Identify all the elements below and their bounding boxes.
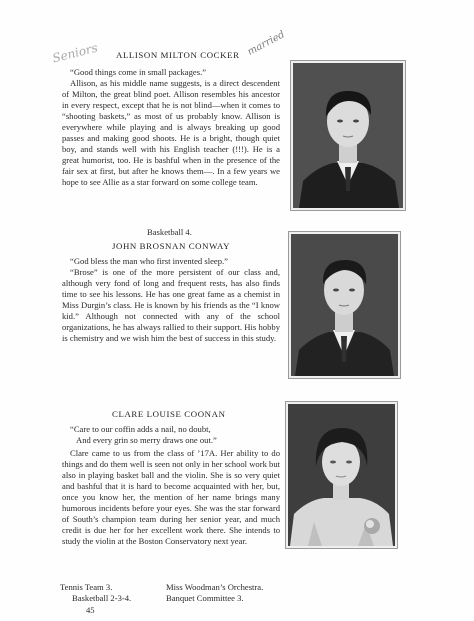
entry-biography — [62, 256, 280, 344]
entry-quote: “Good things come in small packages.” — [70, 67, 207, 77]
portrait-photo — [286, 402, 397, 548]
entry-body: Clare came to us from the class of ’17A. Her ability to do things and do them well is seen not only in her school work but also in playing basket ball and the violin. She is so very quiet and bashful that it is hard to become acquainted with her, but, once you know her, the mention of her name brings many humorous incidents before your eyes. She was the star forward of South’s champion team during her senior year, and much credit is due her for her excellent work there. She intends to study the violin at the Boston Conservatory next year. — [62, 448, 280, 546]
entry-body: “Brose” is one of the more persistent of our class and, although very fond of long and frequent rests, has also finds time to see his lessons. He has one great fame as a chemist in Miss Durgin’s class. He is known by his friends as the “I know kid.” Although not connected with any of the school organizations, he has always rallied to their support. His hobby is chemistry and we wish him the best of success in this study. — [62, 267, 280, 343]
margin-scribble-left: Seniors — [50, 40, 100, 66]
entry-biography — [62, 67, 280, 188]
quote-line-1: “Care to our coffin adds a nail, no doubt, — [70, 424, 211, 434]
margin-scribble-right: married — [245, 29, 287, 58]
entry-activity: Tennis Team 3. — [60, 582, 113, 592]
entry-activities: Basketball 4. — [147, 227, 192, 237]
page-number: 45 — [86, 605, 95, 615]
portrait-photo — [289, 232, 400, 378]
entry-activity: Banquet Committee 3. — [166, 593, 244, 603]
entry-name: ALLISON MILTON COCKER — [116, 50, 240, 60]
entry-activity: Miss Woodman’s Orchestra. — [166, 582, 264, 592]
entry-quote: “God bless the man who first invented sleep.” — [70, 256, 228, 266]
quote-line-2: And every grin so merry draws one out.” — [76, 435, 217, 445]
portrait-photo — [291, 61, 405, 210]
entry-body: Allison, as his middle name suggests, is a direct descendent of Milton, the great blind poet. Allison resembles his ancestor in every respect, except that he is not blind—when it comes to “shooting baskets,” as most of us probably know. Allison is everywhere while playing and is always breaking up good passes and making good shoots. He is a bright, though quiet boy, and stands well with his English teacher (!!!). He is a great humorist, too. He is bashful when in the presence of the fair sex at first, but after he knows them—. In a few years we hope to see Allie as a star forward on some college team. — [62, 78, 280, 187]
entry-name: CLARE LOUISE COONAN — [112, 409, 226, 419]
entry-name: JOHN BROSNAN CONWAY — [112, 241, 231, 251]
entry-biography — [62, 448, 280, 547]
entry-activity: Basketball 2-3-4. — [72, 593, 132, 603]
entry-quote — [70, 424, 217, 446]
